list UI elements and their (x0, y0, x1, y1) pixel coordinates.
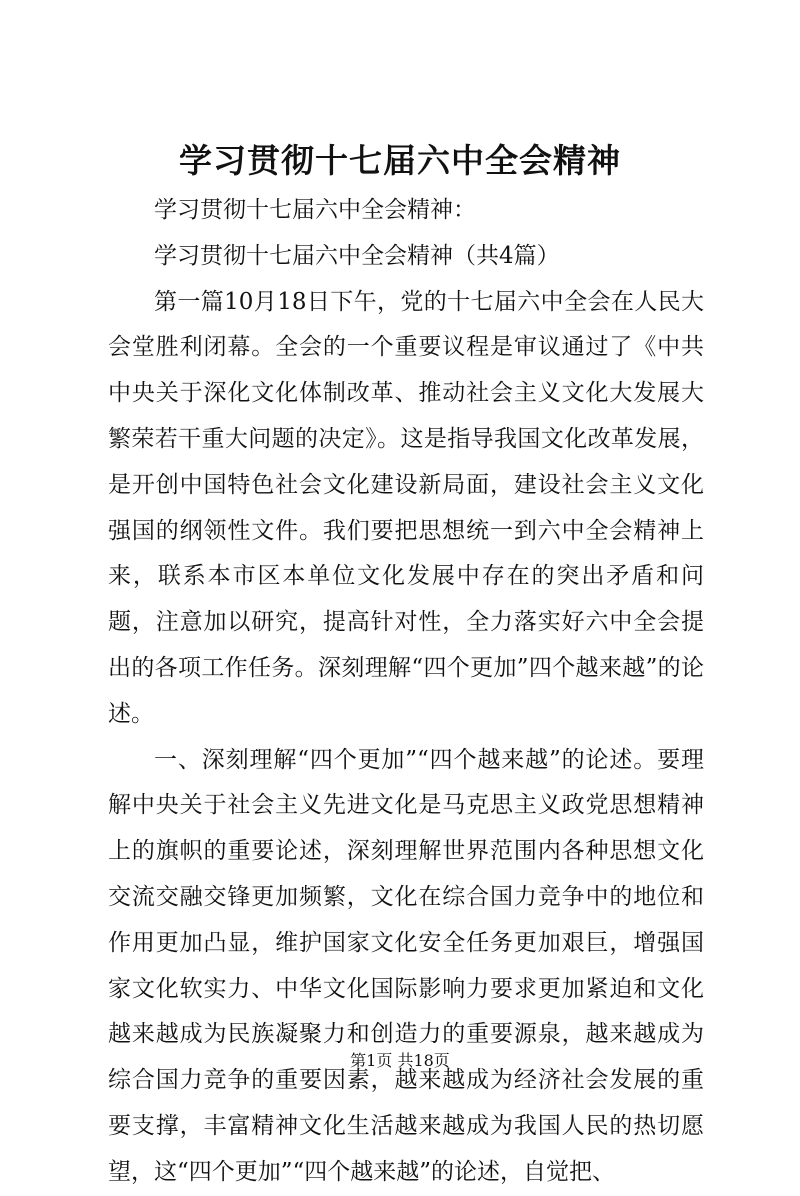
paragraph-section-one: 一、深刻理解“四个更加”“四个越来越”的论述。要理解中央关于社会主义先进文化是马克思主义政党思想精神上的旗帜的重要论述，深刻理解世界范围内各种思想文化交流交融交锋更加频繁，文化在综合国力竞争中的地位和作用更加凸显，维护国家文化安全任务更加艰巨，增强国家文化软实力、中华文化国际影响力要求更加紧迫和文化越来越成为民族凝聚力和创造力的重要源泉，越来越成为综合国力竞争的重要因素，越来越成为经济社会发展的重要支撑，丰富精神文化生活越来越成为我国人民的热切愿望，这“四个更加”“四个越来越”的论述，自觉把、 (108, 746, 704, 1185)
paragraph-subtitle-count: 学习贯彻十七届六中全会精神（共4篇） (154, 242, 560, 269)
page-footer: 第1页 共18页 (350, 1051, 450, 1070)
paragraph-first-article: 第一篇10月18日下午，党的十七届六中全会在人民大会堂胜利闭幕。全会的一个重要议程是审议通过了《中共中央关于深化文化体制改革、推动社会主义文化大发展大繁荣若干重大问题的决定》。这是指导我国文化改革发展，是开创中国特色社会文化建设新局面，建设社会主义文化强国的纲领性文件。我们要把思想统一到六中全会精神上来，联系本市区本单位文化发展中存在的突出矛盾和问题，注意加以研究，提高针对性，全力落实好六中全会提出的各项工作任务。深刻理解“四个更加”四个越来越”的论述。 (108, 288, 704, 727)
paragraph-subtitle: 学习贯彻十七届六中全会精神： (154, 197, 476, 223)
document-title: 学习贯彻十七届六中全会精神 (179, 141, 621, 180)
document-body (108, 188, 704, 1196)
